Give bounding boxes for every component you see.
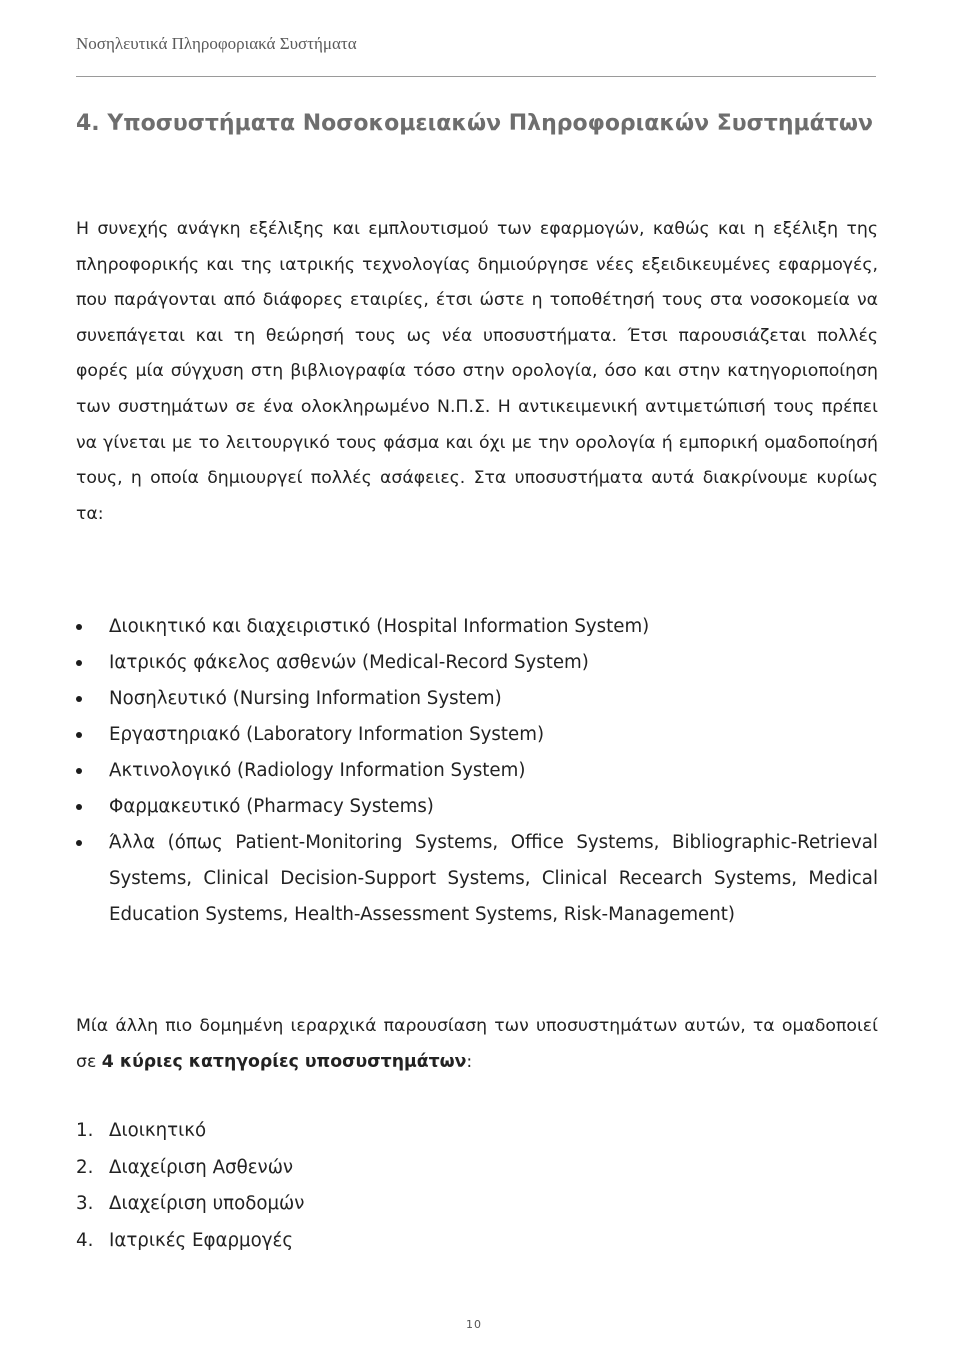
item-number: 4. [76, 1229, 94, 1251]
summary-emphasis: 4 κύριες κατηγορίες υποσυστημάτων [101, 1052, 467, 1072]
running-header: Νοσηλευτικά Πληροφοριακά Συστήματα [76, 34, 357, 53]
intro-paragraph: Η συνεχής ανάγκη εξέλιξης και εμπλουτισμού των εφαρμογών, καθώς και η εξέλιξη της πληροφορικής και της ιατρικής τεχνολογίας δημιούργησε νέες εξειδικευμένες εφαρμογές, που παράγονται από διάφορες εταιρίες, έτσι ώστε η τοποθέτησή τους στα νοσοκομεία να συνεπάγεται και τη θεώρησή τους ως νέα υποσυστήματα. Έτσι παρουσιάζεται πολλές φορές μία σύγχυση στη βιβλιογραφία τόσο στην ορολογία, όσο και στην κατηγοριοποίηση των συστημάτων σε ένα ολοκληρωμένο Ν.Π.Σ. Η αντικειμενική αντιμετώπισή τους πρέπει να γίνεται με το λειτουργικό τους φάσμα και όχι με την ορολογία ή εμπορική ομαδοποίησή τους, η οποία δημιουργεί πολλές ασάφειες. Στα υποσυστήματα αυτά διακρίνουμε κυρίως τα: [76, 219, 878, 524]
bullet-icon [76, 768, 82, 774]
list-item [76, 645, 878, 681]
bullet-icon [76, 696, 82, 702]
list-item [76, 1150, 304, 1187]
list-item-text: Ιατρικός φάκελος ασθενών (Medical-Record System) [109, 652, 589, 673]
summary-colon: : [466, 1052, 473, 1072]
bullet-icon [76, 840, 82, 846]
list-item [76, 1223, 304, 1260]
header-divider [76, 76, 876, 77]
categories-list [76, 1113, 304, 1259]
bullet-icon [76, 624, 82, 630]
chapter-title: 4. Υποσυστήματα Νοσοκομειακών Πληροφοριακών Συστημάτων [76, 111, 873, 136]
list-item-text: Φαρμακευτικό (Pharmacy Systems) [109, 796, 434, 817]
bullet-icon [76, 804, 82, 810]
summary-paragraph [76, 1008, 878, 1080]
list-item-text: Άλλα (όπως Patient-Monitoring Systems, Office Systems, Bibliographic-Retrieval Systems, Clinical Decision-Support Systems, Clinical Recearch Systems, Medical Education Systems, Health-Assessment Systems, Risk-Management) [109, 832, 878, 925]
list-item [76, 1186, 304, 1223]
list-item-text: Ακτινολογικό (Radiology Information System) [109, 760, 526, 781]
subsystems-list [76, 609, 878, 933]
list-item [76, 717, 878, 753]
list-item-text: Νοσηλευτικό (Nursing Information System) [109, 688, 502, 709]
page-number: 10 [466, 1318, 482, 1331]
item-number: 1. [76, 1120, 94, 1141]
list-item [76, 753, 878, 789]
bullet-icon [76, 732, 82, 738]
list-item [76, 681, 878, 717]
list-item-text: Εργαστηριακό (Laboratory Information System) [109, 724, 545, 745]
item-label: Διαχείριση Ασθενών [109, 1156, 294, 1178]
bullet-icon [76, 660, 82, 666]
item-number: 2. [76, 1156, 94, 1178]
list-item [76, 789, 878, 825]
summary-text: Μία άλλη πιο δομημένη ιεραρχικά παρουσίαση των υποσυστημάτων αυτών, τα ομαδοποιεί σε [76, 1016, 878, 1072]
list-item-text: Διοικητικό και διαχειριστικό (Hospital Information System) [109, 616, 650, 637]
list-item [76, 1113, 304, 1150]
item-number: 3. [76, 1193, 94, 1214]
item-label: Ιατρικές Εφαρμογές [109, 1229, 293, 1251]
list-item [76, 825, 878, 933]
item-label: Διοικητικό [109, 1120, 207, 1141]
item-label: Διαχείριση υποδομών [109, 1193, 305, 1214]
list-item [76, 609, 878, 645]
